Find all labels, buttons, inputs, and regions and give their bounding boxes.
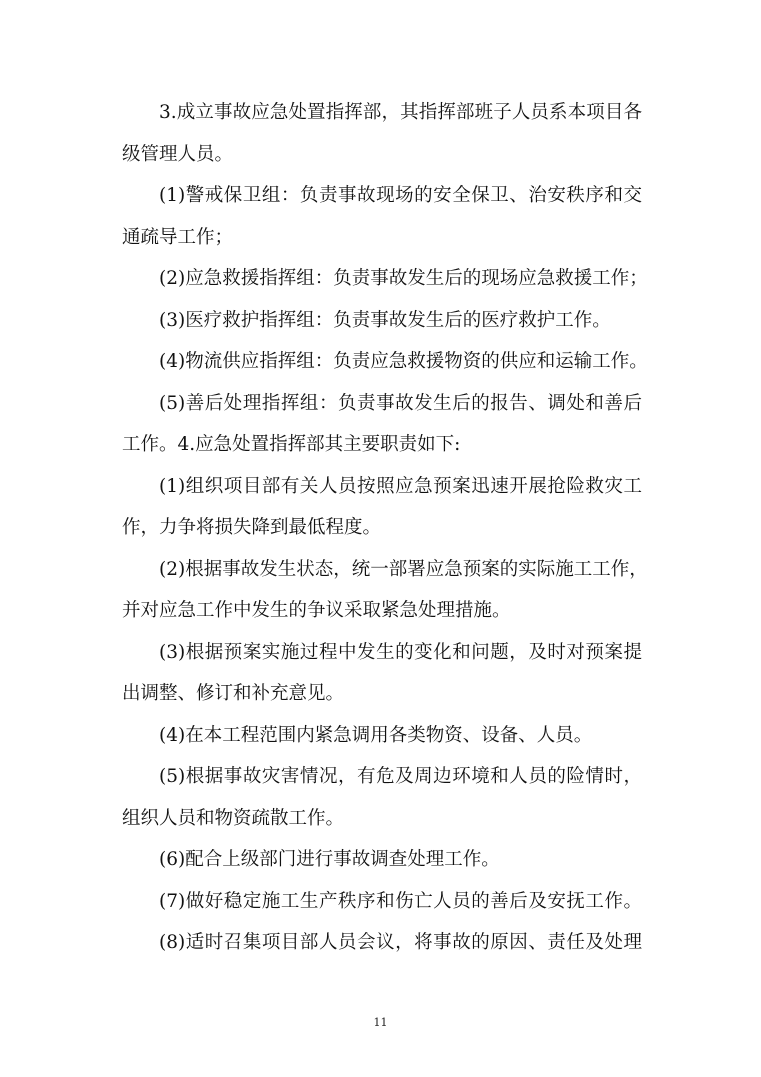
- text-line: (5)善后处理指挥组：负责事故发生后的报告、调处和善后: [159, 392, 642, 414]
- text-line: (2)应急救援指挥组：负责事故发生后的现场应急救援工作；: [159, 268, 648, 289]
- text-line: 通疏导工作；: [122, 226, 234, 248]
- text-line: (1)组织项目部有关人员按照应急预案迅速开展抢险救灾工: [159, 475, 642, 497]
- text-line: (3)根据预案实施过程中发生的变化和问题，及时对预案提: [159, 641, 642, 663]
- text-line: (1)警戒保卫组：负责事故现场的安全保卫、治安秩序和交: [159, 185, 642, 206]
- text-line: (3)医疗救护指挥组：负责事故发生后的医疗救护工作。: [159, 309, 611, 331]
- body-text: [122, 92, 648, 964]
- text-line: (6)配合上级部门进行事故调查处理工作。: [159, 849, 500, 870]
- text-line: 级管理人员。: [122, 143, 234, 165]
- text-line: 并对应急工作中发生的争议采取紧急处理措施。: [122, 600, 511, 621]
- text-line: 作，力争将损失降到最低程度。: [122, 517, 382, 538]
- text-line: (8)适时召集项目部人员会议，将事故的原因、责任及处理: [159, 932, 642, 953]
- text-line: 3.成立事故应急处置指挥部，其指挥部班子人员系本项目各: [159, 102, 642, 123]
- text-line: (7)做好稳定施工生产秩序和伤亡人员的善后及安抚工作。: [159, 890, 642, 912]
- text-line: 工作。4.应急处置指挥部其主要职责如下:: [122, 434, 461, 455]
- text-line: (5)根据事故灾害情况，有危及周边环境和人员的险情时，: [159, 766, 642, 787]
- page-number: 11: [373, 1016, 388, 1029]
- text-line: (4)物流供应指挥组：负责应急救援物资的供应和运输工作。: [159, 351, 648, 372]
- text-line: (4)在本工程范围内紧急调用各类物资、设备、人员。: [159, 724, 593, 746]
- text-line: 出调整、修订和补充意见。: [122, 683, 345, 704]
- text-line: (2)根据事故发生状态，统一部署应急预案的实际施工工作，: [159, 558, 648, 580]
- text-line: 组织人员和物资疏散工作。: [122, 807, 345, 829]
